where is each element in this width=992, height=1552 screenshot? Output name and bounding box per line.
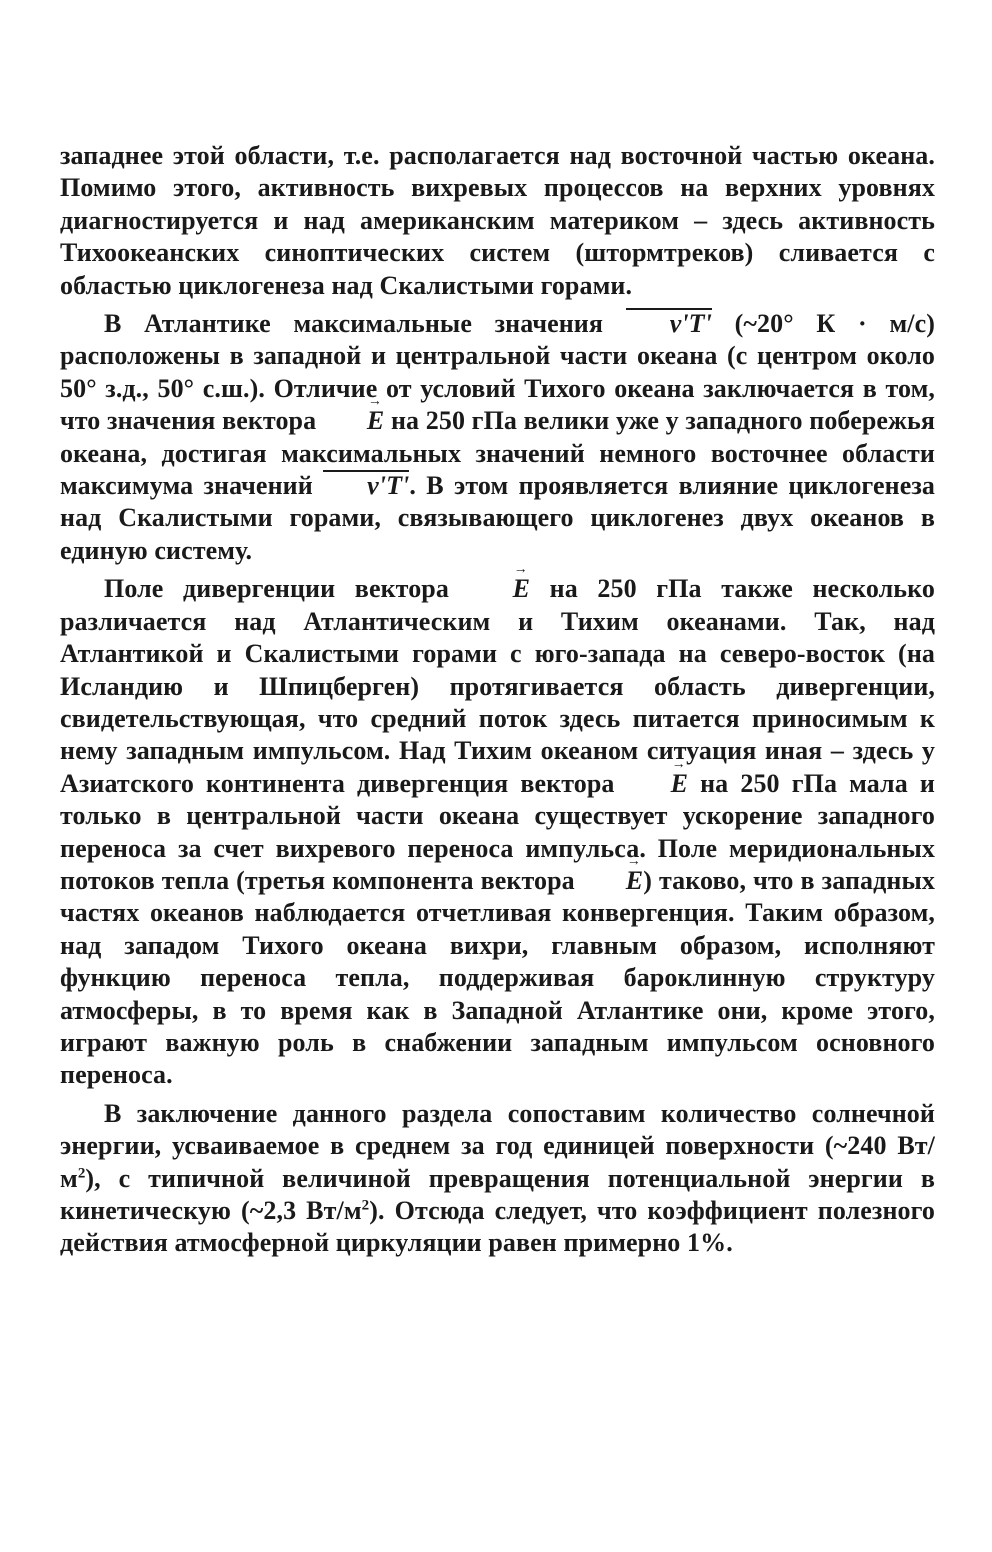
overline-expression: v'T' — [323, 470, 409, 499]
vector-symbol: → E — [323, 405, 384, 437]
paragraph — [60, 308, 935, 567]
vector-symbol: → E — [469, 573, 530, 605]
vector-symbol: → E — [582, 865, 643, 897]
superscript: 2 — [361, 1197, 370, 1214]
text-run: западнее этой области, т.е. располагается над восточной частью океана. Помимо этого, активность вихревых процессов на верхних уровнях диагностируется и над американским материком – здесь активность Тихоокеанских синоптических систем (штормтреков) сливается с областью циклогенеза над Скалистыми горами. — [60, 141, 935, 300]
page-body — [60, 140, 935, 1266]
superscript: 2 — [77, 1164, 86, 1181]
text-run: ) таково, что в западных частях океанов наблюдается отчетливая конвергенция. Таким образом, над западом Тихого океана вихри, главным образом, исполняют функцию переноса тепла, поддерживая бароклинную структуру атмосферы, в то время как в Западной Атлантике они, кроме этого, играют важную роль в снабжении западным импульсом основного переноса. — [60, 865, 935, 1090]
paragraph — [60, 1098, 935, 1260]
text-run: на 250 гПа велики уже у западного побережья океана, достигая максимальных значений немного восточнее области максимума значений — [60, 406, 936, 501]
text-run: В Атлантике максимальные значения — [104, 309, 626, 339]
vector-symbol: → E — [627, 768, 688, 800]
paragraph — [60, 140, 935, 302]
text-run: В заключение данного раздела сопоставим количество солнечной энергии, усваиваемое в среднем за год единицей поверхности (~240 Вт/м — [60, 1098, 935, 1193]
text-run: на 250 гПа также несколько различается над Атлантическим и Тихим океанами. Так, над Атлантикой и Скалистыми горами с юго-запада на северо-восток (на Исландию и Шпицберген) протягивается область дивергенции, свидетельствующая, что средний поток здесь питается приносимым к нему западным импульсом. Над Тихим океаном ситуация иная – здесь у Азиатского континента дивергенция вектора — [60, 574, 935, 798]
text-run: на 250 гПа мала и только в центральной части океана существует ускорение западного переноса за счет вихревого переноса импульса. Поле меридиональных потоков тепла (третья компонента вектора — [60, 768, 935, 895]
text-run: ), с типичной величиной превращения потенциальной энергии в кинетическую (~2,3 Вт/м — [60, 1163, 935, 1225]
text-run: (~20° К · м/с) расположены в западной и центральной части океана (с центром около 50° з.д., 50° с.ш.). Отличие от условий Тихого океана заключается в том, что значения вектора — [60, 309, 935, 436]
overline-expression: v'T' — [626, 308, 712, 337]
text-run: . В этом проявляется влияние циклогенеза над Скалистыми горами, связывающего циклогенез двух океанов в единую систему. — [60, 471, 936, 565]
text-run: ). Отсюда следует, что коэффициент полезного действия атмосферной циркуляции равен примерно 1%. — [60, 1196, 935, 1258]
paragraph — [60, 573, 935, 1092]
text-run: Поле дивергенции вектора — [104, 574, 469, 604]
